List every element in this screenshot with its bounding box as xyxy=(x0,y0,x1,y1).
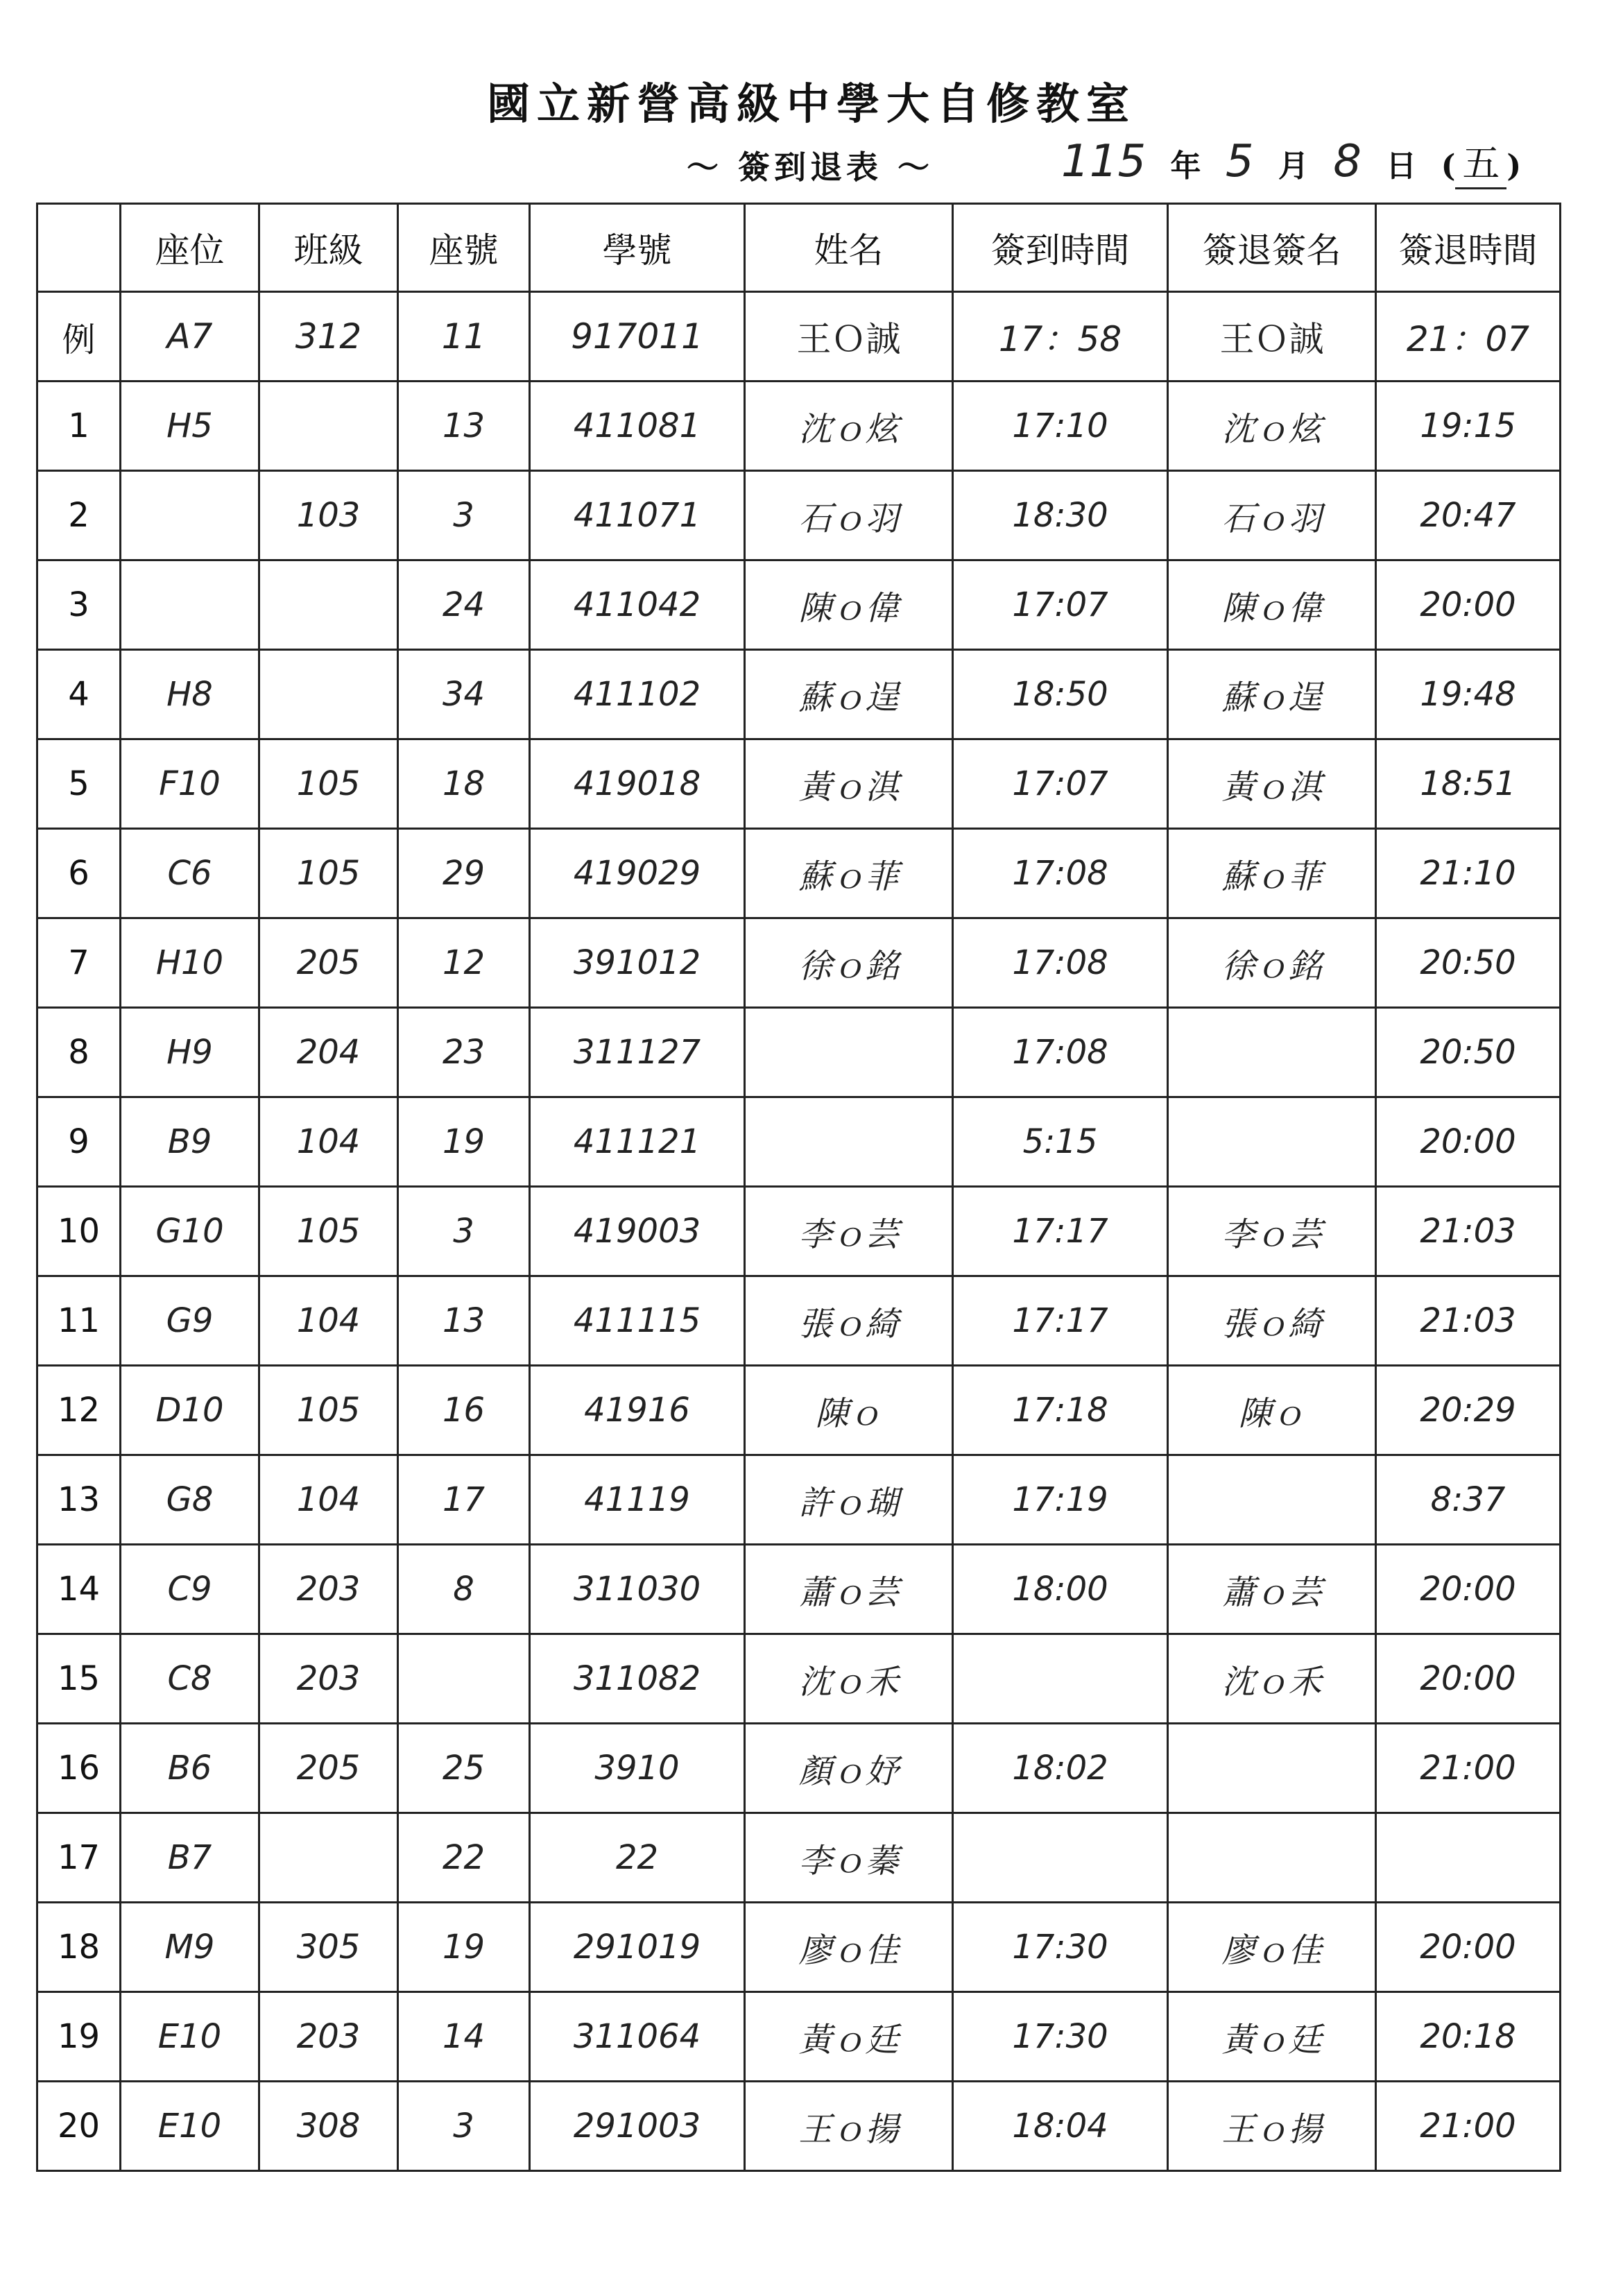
cell-signout-signature: 廖ｏ佳 xyxy=(1168,1903,1376,1992)
cell-checkout: 20:50 xyxy=(1376,1008,1561,1097)
col-header-checkout: 簽退時間 xyxy=(1376,204,1561,292)
table-row xyxy=(37,1097,1561,1187)
cell-index: 9 xyxy=(37,1097,121,1187)
header-row xyxy=(37,204,1561,292)
cell-seat: A7 xyxy=(121,292,259,382)
cell-class xyxy=(259,382,398,471)
cell-checkin: 18:50 xyxy=(953,650,1168,739)
cell-checkout: 21:03 xyxy=(1376,1276,1561,1366)
date-paren-open: ( xyxy=(1441,148,1456,184)
col-header-name: 姓名 xyxy=(745,204,953,292)
cell-index: 16 xyxy=(37,1724,121,1813)
cell-checkout: 21:03 xyxy=(1376,1187,1561,1276)
cell-checkout: 21:00 xyxy=(1376,2082,1561,2171)
cell-signout-signature: 王ｏ揚 xyxy=(1168,2082,1376,2171)
cell-index: 6 xyxy=(37,829,121,918)
cell-checkout: 20:00 xyxy=(1376,1903,1561,1992)
cell-number: 13 xyxy=(398,1276,530,1366)
cell-number: 3 xyxy=(398,2082,530,2171)
cell-number: 8 xyxy=(398,1545,530,1634)
cell-checkout: 8:37 xyxy=(1376,1455,1561,1545)
cell-class: 312 xyxy=(259,292,398,382)
cell-signout-signature: 徐ｏ銘 xyxy=(1168,918,1376,1008)
cell-number: 16 xyxy=(398,1366,530,1455)
cell-number: 25 xyxy=(398,1724,530,1813)
cell-student-id: 311127 xyxy=(530,1008,745,1097)
cell-student-id: 419029 xyxy=(530,829,745,918)
cell-checkout: 21:00 xyxy=(1376,1724,1561,1813)
cell-index: 例 xyxy=(37,292,121,382)
cell-seat: G10 xyxy=(121,1187,259,1276)
cell-student-id: 311030 xyxy=(530,1545,745,1634)
cell-name: 李ｏ芸 xyxy=(745,1187,953,1276)
cell-checkout: 20:00 xyxy=(1376,1545,1561,1634)
cell-checkin: 17:17 xyxy=(953,1276,1168,1366)
cell-class: 305 xyxy=(259,1903,398,1992)
cell-index: 15 xyxy=(37,1634,121,1724)
cell-checkin: 18:02 xyxy=(953,1724,1168,1813)
cell-signout-signature: 蘇ｏ逞 xyxy=(1168,650,1376,739)
cell-class: 105 xyxy=(259,1366,398,1455)
cell-number: 19 xyxy=(398,1903,530,1992)
cell-signout-signature xyxy=(1168,1097,1376,1187)
cell-number: 14 xyxy=(398,1992,530,2082)
date-month-value: 5 xyxy=(1225,136,1254,187)
col-header-seat: 座位 xyxy=(121,204,259,292)
cell-seat xyxy=(121,560,259,650)
cell-student-id: 411115 xyxy=(530,1276,745,1366)
cell-checkin: 17:10 xyxy=(953,382,1168,471)
cell-checkout: 21：07 xyxy=(1376,292,1561,382)
cell-seat: G9 xyxy=(121,1276,259,1366)
cell-seat: E10 xyxy=(121,1992,259,2082)
cell-index: 20 xyxy=(37,2082,121,2171)
cell-signout-signature xyxy=(1168,1813,1376,1903)
cell-name: 王ｏ揚 xyxy=(745,2082,953,2171)
table-row xyxy=(37,1903,1561,1992)
cell-class: 104 xyxy=(259,1097,398,1187)
cell-student-id: 291003 xyxy=(530,2082,745,2171)
cell-student-id: 22 xyxy=(530,1813,745,1903)
cell-name: 陳ｏ xyxy=(745,1366,953,1455)
col-header-number: 座號 xyxy=(398,204,530,292)
table-row xyxy=(37,1813,1561,1903)
col-header-signout-signature: 簽退簽名 xyxy=(1168,204,1376,292)
cell-student-id: 3910 xyxy=(530,1724,745,1813)
cell-class: 308 xyxy=(259,2082,398,2171)
cell-signout-signature: 陳ｏ偉 xyxy=(1168,560,1376,650)
cell-signout-signature: 蘇ｏ菲 xyxy=(1168,829,1376,918)
cell-class xyxy=(259,560,398,650)
table-row xyxy=(37,1724,1561,1813)
col-header-student-id: 學號 xyxy=(530,204,745,292)
date-month-label: 月 xyxy=(1278,148,1309,184)
cell-seat: B9 xyxy=(121,1097,259,1187)
cell-signout-signature: 李ｏ芸 xyxy=(1168,1187,1376,1276)
cell-name: 黃ｏ廷 xyxy=(745,1992,953,2082)
cell-index: 10 xyxy=(37,1187,121,1276)
cell-seat: F10 xyxy=(121,739,259,829)
cell-checkin xyxy=(953,1813,1168,1903)
cell-class: 105 xyxy=(259,1187,398,1276)
cell-student-id: 917011 xyxy=(530,292,745,382)
cell-class xyxy=(259,650,398,739)
cell-checkin: 18:00 xyxy=(953,1545,1168,1634)
cell-signout-signature xyxy=(1168,1455,1376,1545)
cell-name: 許ｏ瑚 xyxy=(745,1455,953,1545)
cell-index: 11 xyxy=(37,1276,121,1366)
cell-number: 13 xyxy=(398,382,530,471)
cell-signout-signature: 沈ｏ炫 xyxy=(1168,382,1376,471)
cell-student-id: 411102 xyxy=(530,650,745,739)
cell-name: 蕭ｏ芸 xyxy=(745,1545,953,1634)
cell-signout-signature xyxy=(1168,1008,1376,1097)
cell-checkin: 5:15 xyxy=(953,1097,1168,1187)
col-header-checkin: 簽到時間 xyxy=(953,204,1168,292)
cell-number: 12 xyxy=(398,918,530,1008)
cell-name: 陳ｏ偉 xyxy=(745,560,953,650)
cell-class: 104 xyxy=(259,1455,398,1545)
cell-name: 沈ｏ禾 xyxy=(745,1634,953,1724)
cell-checkout: 19:15 xyxy=(1376,382,1561,471)
cell-number: 3 xyxy=(398,471,530,560)
cell-class: 205 xyxy=(259,1724,398,1813)
cell-checkout: 20:18 xyxy=(1376,1992,1561,2082)
cell-name: 黃ｏ淇 xyxy=(745,739,953,829)
cell-index: 12 xyxy=(37,1366,121,1455)
table-row xyxy=(37,1992,1561,2082)
table-row xyxy=(37,560,1561,650)
cell-number: 17 xyxy=(398,1455,530,1545)
cell-number: 29 xyxy=(398,829,530,918)
cell-seat: B7 xyxy=(121,1813,259,1903)
cell-student-id: 411071 xyxy=(530,471,745,560)
cell-class: 105 xyxy=(259,739,398,829)
cell-checkin: 17：58 xyxy=(953,292,1168,382)
cell-checkout: 20:50 xyxy=(1376,918,1561,1008)
table-row xyxy=(37,1008,1561,1097)
cell-checkin: 17:17 xyxy=(953,1187,1168,1276)
cell-signout-signature: 黃ｏ廷 xyxy=(1168,1992,1376,2082)
col-header-class: 班級 xyxy=(259,204,398,292)
cell-number: 24 xyxy=(398,560,530,650)
cell-signout-signature: 蕭ｏ芸 xyxy=(1168,1545,1376,1634)
table-row xyxy=(37,829,1561,918)
date-weekday: 五 xyxy=(1455,134,1506,189)
date-year-value: 115 xyxy=(1061,136,1147,187)
cell-signout-signature: 石ｏ羽 xyxy=(1168,471,1376,560)
cell-seat: H10 xyxy=(121,918,259,1008)
cell-signout-signature: 陳ｏ xyxy=(1168,1366,1376,1455)
cell-class xyxy=(259,1813,398,1903)
cell-class: 205 xyxy=(259,918,398,1008)
table-row xyxy=(37,2082,1561,2171)
subtitle-row xyxy=(0,136,1623,198)
cell-student-id: 411042 xyxy=(530,560,745,650)
cell-checkin xyxy=(953,1634,1168,1724)
cell-name: 石ｏ羽 xyxy=(745,471,953,560)
table-row xyxy=(37,650,1561,739)
cell-checkin: 17:30 xyxy=(953,1992,1168,2082)
cell-index: 4 xyxy=(37,650,121,739)
cell-index: 7 xyxy=(37,918,121,1008)
cell-name: 廖ｏ佳 xyxy=(745,1903,953,1992)
cell-seat: C6 xyxy=(121,829,259,918)
cell-checkin: 18:30 xyxy=(953,471,1168,560)
table-row xyxy=(37,471,1561,560)
cell-checkout: 21:10 xyxy=(1376,829,1561,918)
cell-checkout: 20:29 xyxy=(1376,1366,1561,1455)
cell-index: 8 xyxy=(37,1008,121,1097)
cell-checkout: 20:00 xyxy=(1376,1634,1561,1724)
cell-index: 13 xyxy=(37,1455,121,1545)
cell-seat: B6 xyxy=(121,1724,259,1813)
col-header-index xyxy=(37,204,121,292)
cell-name xyxy=(745,1008,953,1097)
table-row xyxy=(37,382,1561,471)
date-day-value: 8 xyxy=(1333,136,1362,187)
cell-index: 1 xyxy=(37,382,121,471)
cell-student-id: 411121 xyxy=(530,1097,745,1187)
cell-number: 19 xyxy=(398,1097,530,1187)
cell-checkout: 18:51 xyxy=(1376,739,1561,829)
sheet-subtitle: ～ 簽到退表 ～ xyxy=(687,148,934,186)
table-row xyxy=(37,1634,1561,1724)
cell-checkin: 18:04 xyxy=(953,2082,1168,2171)
cell-number: 18 xyxy=(398,739,530,829)
cell-student-id: 311082 xyxy=(530,1634,745,1724)
cell-index: 17 xyxy=(37,1813,121,1903)
cell-index: 3 xyxy=(37,560,121,650)
cell-seat xyxy=(121,471,259,560)
cell-name xyxy=(745,1097,953,1187)
cell-seat: H8 xyxy=(121,650,259,739)
table-row xyxy=(37,739,1561,829)
cell-student-id: 311064 xyxy=(530,1992,745,2082)
cell-checkin: 17:08 xyxy=(953,829,1168,918)
date-year-label: 年 xyxy=(1170,148,1201,184)
table-row xyxy=(37,1366,1561,1455)
cell-checkout: 20:00 xyxy=(1376,560,1561,650)
cell-seat: H9 xyxy=(121,1008,259,1097)
cell-seat: G8 xyxy=(121,1455,259,1545)
table-row xyxy=(37,918,1561,1008)
example-row xyxy=(37,292,1561,382)
cell-checkout: 19:48 xyxy=(1376,650,1561,739)
cell-index: 14 xyxy=(37,1545,121,1634)
cell-number: 3 xyxy=(398,1187,530,1276)
cell-student-id: 291019 xyxy=(530,1903,745,1992)
date-paren-close: ) xyxy=(1506,148,1522,184)
cell-index: 18 xyxy=(37,1903,121,1992)
cell-seat: D10 xyxy=(121,1366,259,1455)
cell-student-id: 41916 xyxy=(530,1366,745,1455)
cell-checkin: 17:08 xyxy=(953,1008,1168,1097)
cell-name: 顏ｏ妤 xyxy=(745,1724,953,1813)
cell-class: 105 xyxy=(259,829,398,918)
cell-class: 203 xyxy=(259,1545,398,1634)
cell-class: 204 xyxy=(259,1008,398,1097)
cell-name: 李ｏ蓁 xyxy=(745,1813,953,1903)
cell-checkin: 17:07 xyxy=(953,739,1168,829)
cell-number: 11 xyxy=(398,292,530,382)
cell-seat: C8 xyxy=(121,1634,259,1724)
cell-signout-signature: 黃ｏ淇 xyxy=(1168,739,1376,829)
cell-name: 張ｏ綺 xyxy=(745,1276,953,1366)
date-day-label: 日 xyxy=(1386,148,1417,184)
cell-signout-signature: 張ｏ綺 xyxy=(1168,1276,1376,1366)
cell-signout-signature: 沈ｏ禾 xyxy=(1168,1634,1376,1724)
cell-class: 203 xyxy=(259,1992,398,2082)
table-row xyxy=(37,1276,1561,1366)
cell-index: 19 xyxy=(37,1992,121,2082)
cell-class: 104 xyxy=(259,1276,398,1366)
cell-name: 徐ｏ銘 xyxy=(745,918,953,1008)
cell-number xyxy=(398,1634,530,1724)
cell-name: 王Ｏ誠 xyxy=(745,292,953,382)
cell-checkout: 20:00 xyxy=(1376,1097,1561,1187)
sheet-date xyxy=(1061,134,1521,189)
cell-index: 2 xyxy=(37,471,121,560)
cell-checkout xyxy=(1376,1813,1561,1903)
signin-table xyxy=(36,203,1561,2172)
cell-student-id: 411081 xyxy=(530,382,745,471)
cell-seat: C9 xyxy=(121,1545,259,1634)
table-row xyxy=(37,1187,1561,1276)
cell-checkin: 17:30 xyxy=(953,1903,1168,1992)
cell-signout-signature: 王Ｏ誠 xyxy=(1168,292,1376,382)
cell-class: 103 xyxy=(259,471,398,560)
cell-checkout: 20:47 xyxy=(1376,471,1561,560)
cell-checkin: 17:18 xyxy=(953,1366,1168,1455)
sheet-title: 國立新營高級中學大自修教室 xyxy=(486,78,1136,129)
table-row xyxy=(37,1545,1561,1634)
cell-checkin: 17:07 xyxy=(953,560,1168,650)
cell-checkin: 17:19 xyxy=(953,1455,1168,1545)
cell-number: 34 xyxy=(398,650,530,739)
cell-seat: H5 xyxy=(121,382,259,471)
cell-name: 蘇ｏ菲 xyxy=(745,829,953,918)
table-row xyxy=(37,1455,1561,1545)
cell-class: 203 xyxy=(259,1634,398,1724)
cell-student-id: 41119 xyxy=(530,1455,745,1545)
cell-student-id: 419003 xyxy=(530,1187,745,1276)
cell-checkin: 17:08 xyxy=(953,918,1168,1008)
cell-number: 23 xyxy=(398,1008,530,1097)
cell-name: 蘇ｏ逞 xyxy=(745,650,953,739)
cell-index: 5 xyxy=(37,739,121,829)
cell-student-id: 391012 xyxy=(530,918,745,1008)
cell-name: 沈ｏ炫 xyxy=(745,382,953,471)
cell-seat: M9 xyxy=(121,1903,259,1992)
cell-number: 22 xyxy=(398,1813,530,1903)
cell-student-id: 419018 xyxy=(530,739,745,829)
cell-seat: E10 xyxy=(121,2082,259,2171)
cell-signout-signature xyxy=(1168,1724,1376,1813)
